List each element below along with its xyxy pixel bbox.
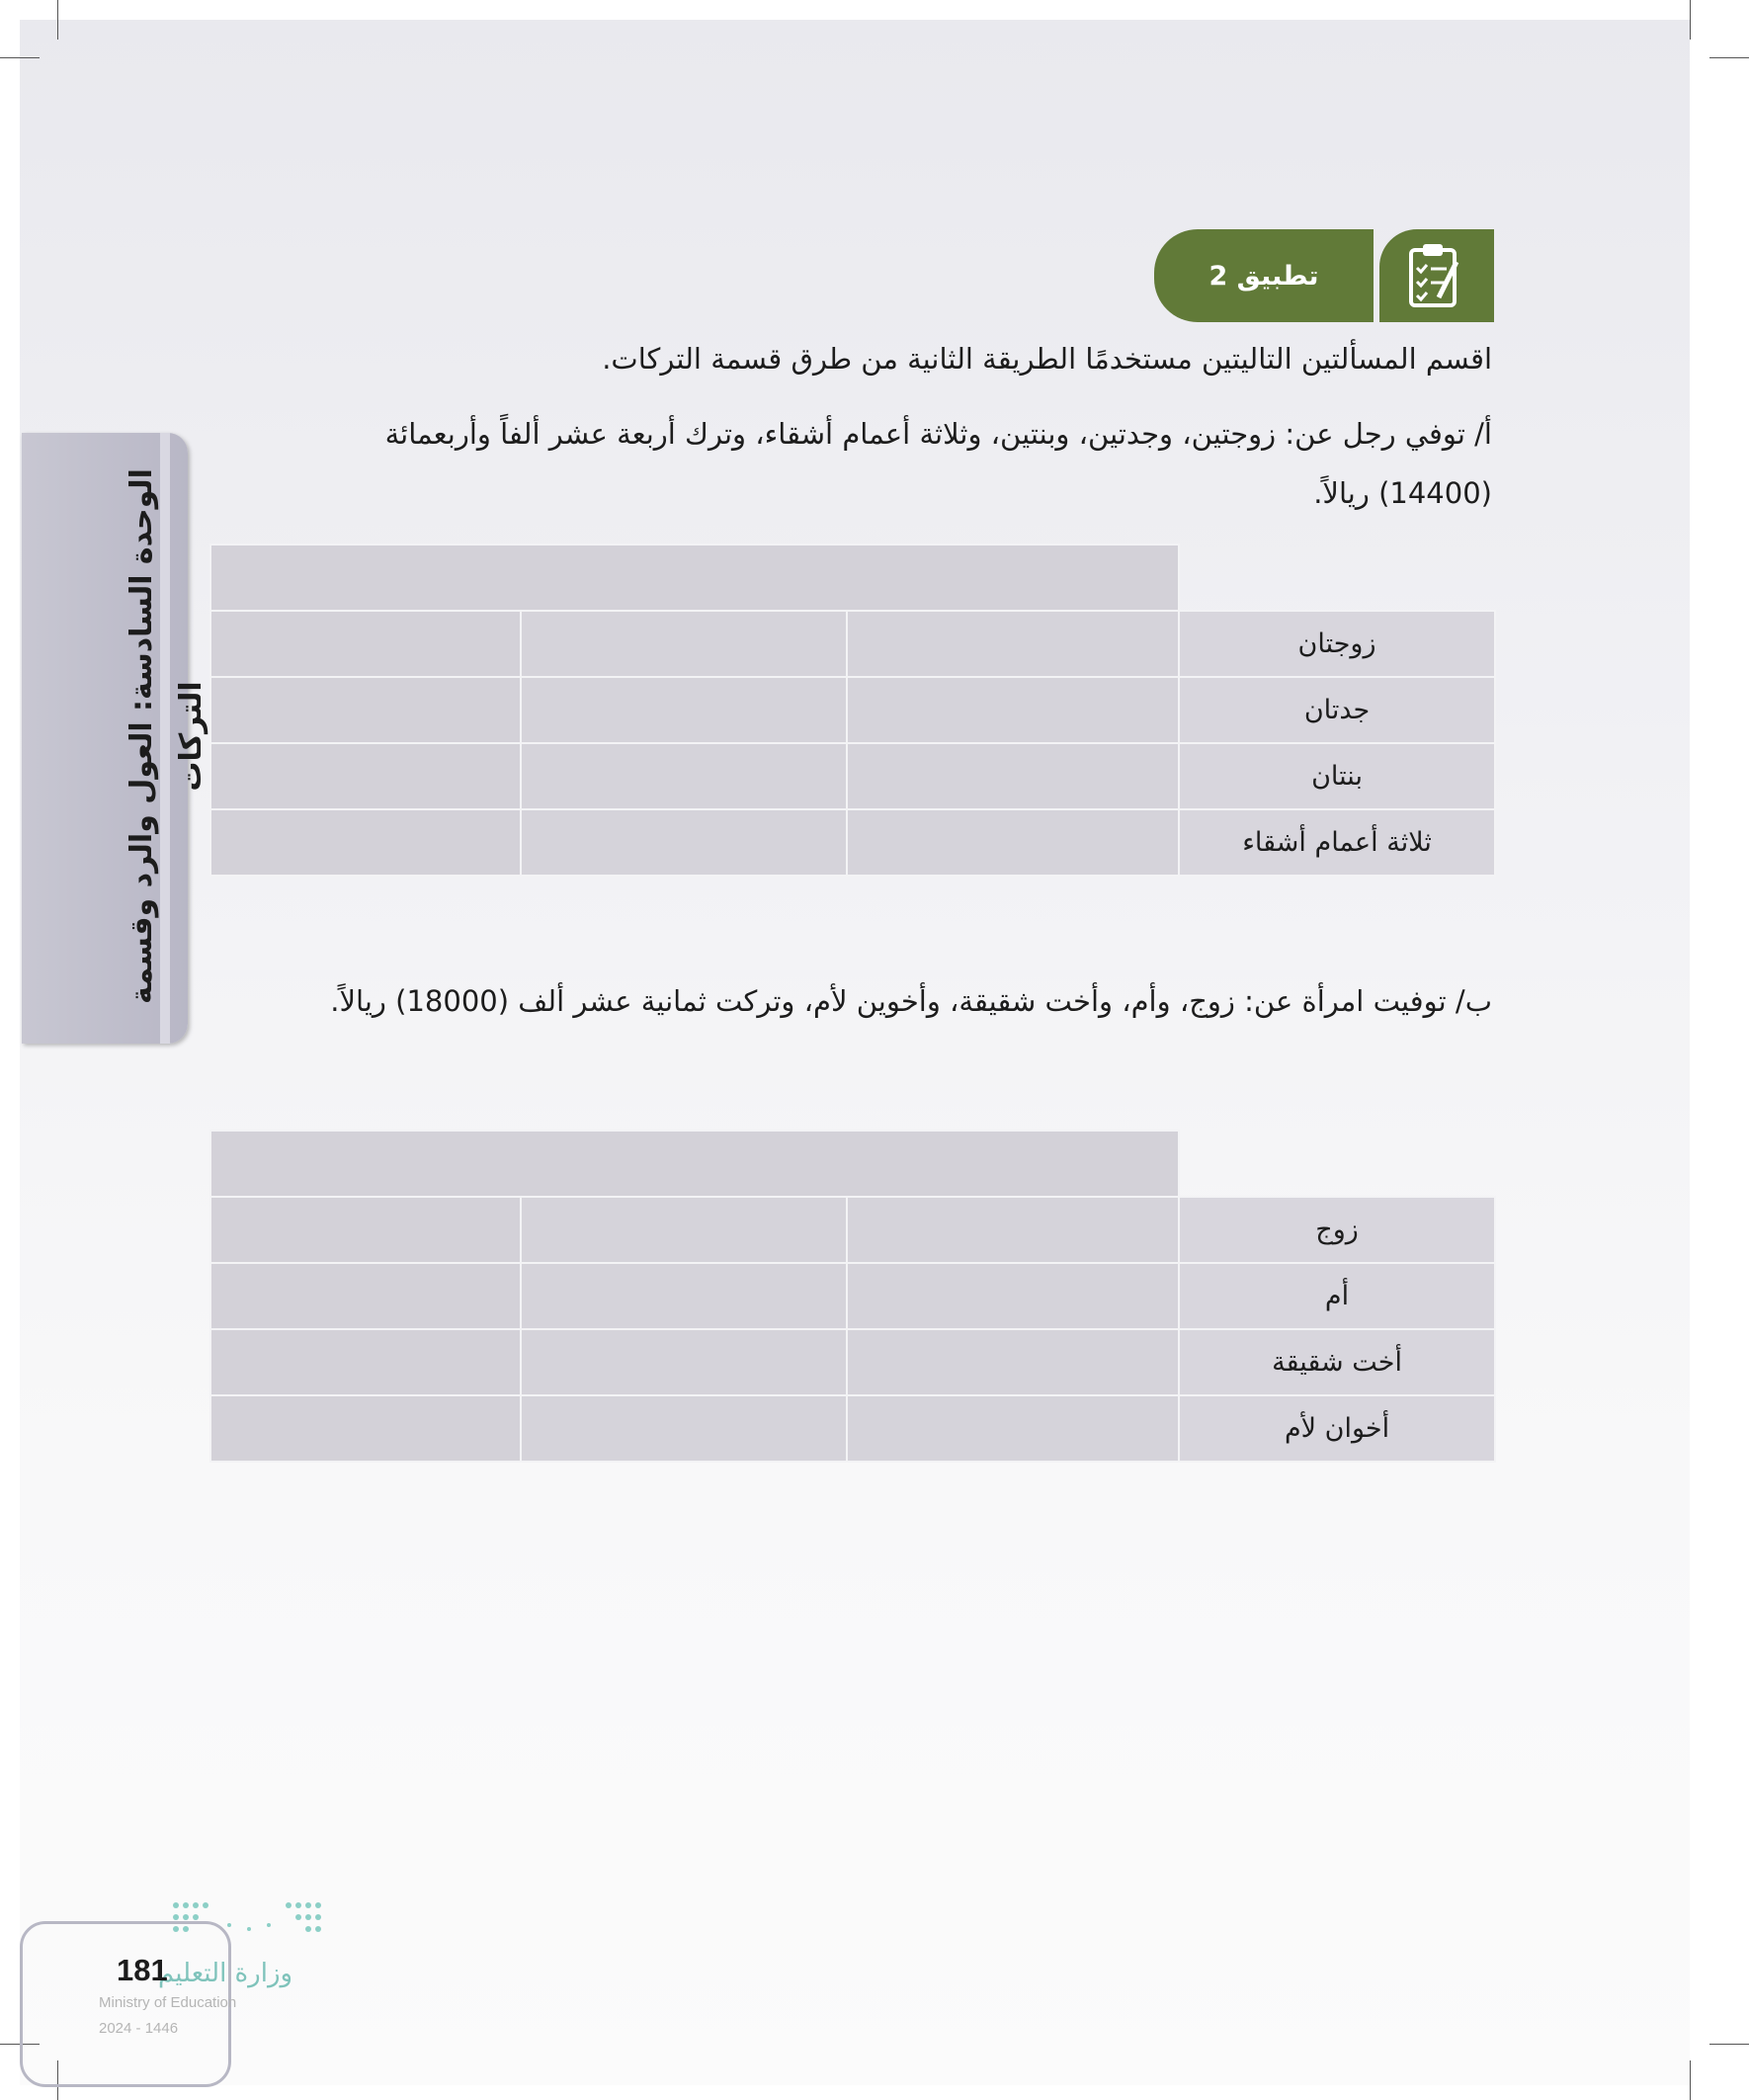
crop-mark — [1690, 2060, 1691, 2100]
table-cell — [210, 1329, 521, 1395]
table-cell — [521, 1197, 847, 1263]
table-row — [210, 1197, 1495, 1263]
table-cell — [847, 1329, 1179, 1395]
table-cell — [521, 1263, 847, 1329]
instruction-text: اقسم المسألتين التاليتين مستخدمًا الطريقة الثانية من طرق قسمة التركات. — [602, 342, 1492, 376]
edition-year: 2024 - 1446 — [99, 2020, 179, 2037]
crop-mark — [1690, 0, 1691, 40]
table-row — [210, 809, 1495, 876]
heir-label: زوج — [1179, 1197, 1495, 1263]
exercise-header — [1154, 229, 1494, 322]
table-row — [210, 1263, 1495, 1329]
table-header-blank — [1179, 1131, 1495, 1197]
heir-label: بنتان — [1179, 743, 1495, 809]
heir-label: أم — [1179, 1263, 1495, 1329]
crop-mark — [1709, 57, 1749, 58]
table-cell — [210, 1197, 521, 1263]
unit-side-tab — [22, 433, 208, 1044]
table-row — [210, 743, 1495, 809]
ministry-name-en: Ministry of Education — [99, 1994, 237, 2011]
table-header-row — [210, 1131, 1495, 1197]
heir-label: زوجتان — [1179, 611, 1495, 677]
table-header-cell — [210, 545, 1179, 611]
ministry-name-ar: وزارة التعليم — [158, 1959, 293, 1988]
problem-a-text-line1: أ/ توفي رجل عن: زوجتين، وجدتين، وبنتين، وثلاثة أعمام أشقاء، وترك أربعة عشر ألفاً وأربعمائة — [384, 417, 1492, 451]
heir-label: أخوان لأم — [1179, 1395, 1495, 1462]
problem-b-text: ب/ توفيت امرأة عن: زوج، وأم، وأخت شقيقة، وأخوين لأم، وتركت ثمانية عشر ألف (18000) ريالاً. — [330, 984, 1492, 1018]
table-cell — [847, 1395, 1179, 1462]
table-header-cell — [210, 1131, 1179, 1197]
table-header-blank — [1179, 545, 1495, 611]
table-cell — [210, 743, 521, 809]
crop-mark — [1709, 2044, 1749, 2045]
table-cell — [521, 743, 847, 809]
heir-label: ثلاثة أعمام أشقاء — [1179, 809, 1495, 876]
heir-label: أخت شقيقة — [1179, 1329, 1495, 1395]
table-row — [210, 1329, 1495, 1395]
exercise-label: تطبيق 2 — [1154, 229, 1374, 322]
table-cell — [521, 611, 847, 677]
table-cell — [210, 611, 521, 677]
heir-label: جدتان — [1179, 677, 1495, 743]
clipboard-checklist-icon — [1379, 229, 1494, 322]
table-cell — [847, 1263, 1179, 1329]
table-cell — [210, 809, 521, 876]
table-cell — [521, 809, 847, 876]
table-cell — [210, 677, 521, 743]
table-row — [210, 611, 1495, 677]
problem-a-table — [209, 544, 1496, 877]
table-cell — [521, 1329, 847, 1395]
table-header-row — [210, 545, 1495, 611]
crop-mark — [57, 0, 58, 40]
table-cell — [521, 677, 847, 743]
table-cell — [847, 677, 1179, 743]
table-row — [210, 1395, 1495, 1462]
table-cell — [210, 1263, 521, 1329]
table-row — [210, 677, 1495, 743]
table-cell — [210, 1395, 521, 1462]
table-cell — [521, 1395, 847, 1462]
table-cell — [847, 743, 1179, 809]
table-cell — [847, 809, 1179, 876]
crop-mark — [0, 57, 40, 58]
unit-title: الوحدة السادسة: العول والرد وقسمة التركات — [125, 468, 208, 1004]
table-cell — [847, 1197, 1179, 1263]
page-number: 181 — [117, 1953, 168, 1987]
problem-b-table — [209, 1130, 1496, 1463]
problem-a-text-line2: (14400) ريالاً. — [1313, 476, 1492, 510]
table-cell — [847, 611, 1179, 677]
